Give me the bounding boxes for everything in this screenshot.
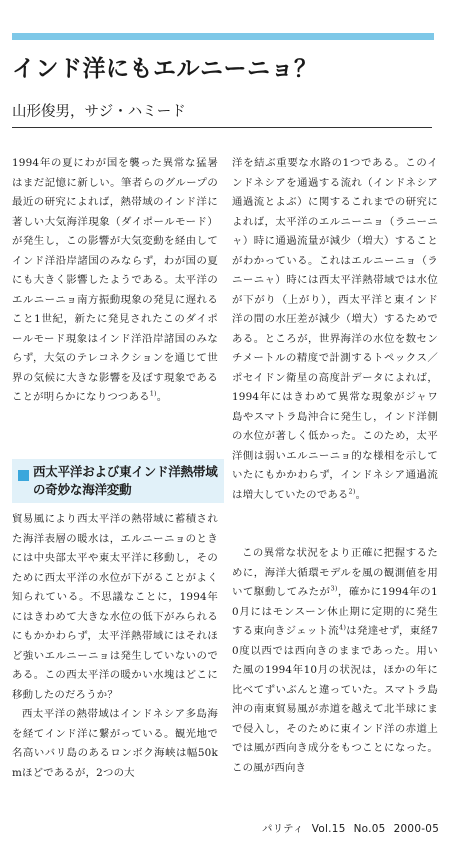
right-paragraph-2 [232,544,438,778]
right-p1-text: 洋を結ぶ重要な水路の1つである。このインドネシアを通過する流れ（インドネシア通過流とよぶ）に関するこれまでの研究によれば，太平洋のエルニーニョ（ラニーニャ）時に通過流量が減少（増大）することがわかっている。これはエルニーニョ（ラニーニャ）時には西太平洋熱帯域では水位が下がり（上がり），西太平洋と東インド洋の間の水圧差が減少（増大）するためである。ところが，世界海洋の水位を数センチメートルの精度で計測するトペックス／ポセイドン衛星の高度計データによれば，1994年にはきわめて異常な現象がジャワ島やスマトラ島沖合に発生し，インド洋側の水位が著しく低かった。このため，太平洋側は弱いエルニーニョ的な様相を示していたにもかかわらず，インドネシア通過流は増大していたのである [232,157,438,501]
article-authors: 山形俊男，サジ・ハミード [12,104,186,120]
footer-magazine: パリティ [262,823,304,835]
header-divider [12,127,432,128]
section-paragraph-2: 西太平洋の熱帯域はインドネシア多島海を経てインド洋に繋がっている。観光地で名高いバリ島のあるロンボク海峡は幅50kmほどであるが，2つの大 [12,708,218,779]
top-accent-bar [12,33,434,40]
section-paragraph-1: 貿易風により西太平洋の熱帯域に蓄積された海洋表層の暖水は，エルニーニョのときには中央部太平や東太平洋に移動し，そのために西太平洋の水位が下がることがよく知られている。不思議なことに，1994年にはきわめて大きな水位の低下がみられるにもかかわらず，太平洋熱帯域にはそれほど強いエルニーニョは発生していないのである。この西太平洋の暖かい水塊はどこに移動したのだろうか？ [12,513,218,701]
footer-number: No.05 [353,823,386,835]
intro-paragraph [12,154,218,408]
right-p2-text-2: ，確かに1994年の10月にはモンスーン休止期に定期的に発生する東向きジェット流 [232,586,438,637]
right-p2-text-3: は発達せず，東経70度以西では西向きのままであった。用いた風の1994年10月の状況は，ほかの年に比べてずいぶんと違っていた。スマトラ島沖の南東貿易風が赤道を越えて北半球にまで侵入し，そのために東インド洋の赤道上では風が西向き成分をもつことになった。この風が西向き [232,625,439,774]
footer-volume: Vol.15 [311,823,346,835]
page-footer [262,822,439,836]
article-title: インド洋にもエルニーニョ？ [12,56,318,82]
intro-text: 1994年の夏にわが国を襲った異常な猛暑はまだ記憶に新しい。筆者らのグループの最近の研究によれば，熱帯域のインド洋に著しい大気海洋現象（ダイポールモード）が発生し，この影響が大気変動を経由してインド洋沿岸諸国のみならず，わが国の夏にも大きく影響したようである。太平洋のエルニーニョ南方振動現象の発見に遅れること1世紀，新たに発見されたこのダイポールモード現象はインド洋沿岸諸国のみならず，大気のテレコネクションを通じて世界の気候に大きな影響を及ぼす現象であることが明らかになりつつある [12,157,218,403]
right-paragraph-1 [232,154,438,505]
section-heading: 西太平洋および東インド洋熱帯域の奇妙な海洋変動 [33,464,218,497]
section-heading-box [12,459,224,503]
intro-tail: 。 [156,391,168,403]
right-p2-text-1: この異常な状況をより正確に把握するために，海洋大循環モデルを風の観測値を用いて駆動してみたが [232,547,438,598]
intro-reference: 1) [149,389,157,398]
right-p1-reference: 2) [348,487,356,496]
section-square-icon [18,470,29,481]
right-p2-reference-1: 3) [330,584,338,593]
right-p2-reference-2: 4) [339,623,347,632]
footer-date: 2000-05 [393,823,440,835]
right-p1-tail: 。 [355,488,367,501]
